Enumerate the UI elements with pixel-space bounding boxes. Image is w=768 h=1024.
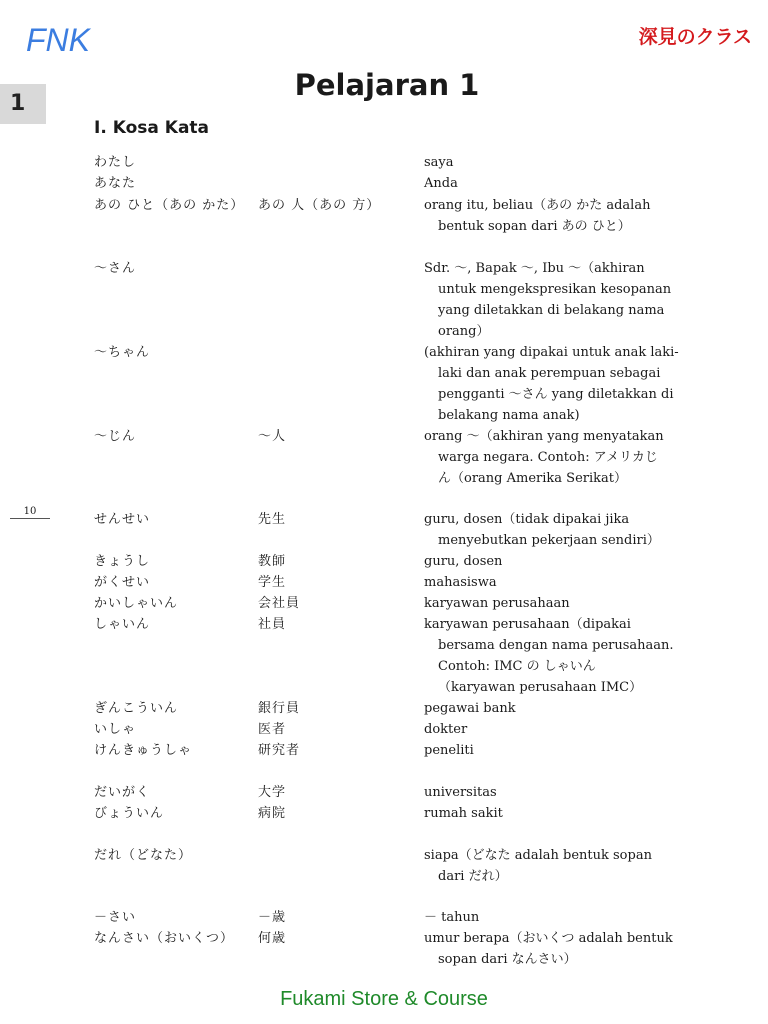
vocab-meaning-line: menyebutkan pekerjaan sendiri）: [438, 533, 660, 548]
vocab-meaning-line: (akhiran yang dipakai untuk anak laki-: [424, 345, 679, 360]
vocab-meaning-line: mahasiswa: [424, 575, 497, 590]
vocab-meaning-line: pegawai bank: [424, 701, 516, 716]
vocab-meaning-line: peneliti: [424, 743, 474, 758]
vocab-kana: ～じん: [94, 429, 137, 444]
vocab-meaning: [424, 509, 674, 551]
vocab-meaning-line: orang itu, beliau（あの かた adalah: [424, 198, 651, 213]
vocab-meaning-line: siapa（どなた adalah bentuk sopan: [424, 848, 652, 863]
chapter-tab: 1: [0, 84, 46, 124]
page-number: 10: [10, 506, 50, 519]
vocab-meaning: [424, 593, 674, 614]
vocab-kanji: 会社員: [258, 596, 301, 611]
vocab-kana: だいがく: [94, 785, 151, 800]
vocab-meaning: [424, 614, 674, 698]
vocab-kana: あなた: [94, 176, 137, 191]
vocab-meaning-line: guru, dosen: [424, 554, 503, 569]
vocab-kanji: 何歳: [258, 931, 287, 946]
vocab-meaning-line: Sdr. ～, Bapak ～, Ibu ～（akhiran: [424, 261, 645, 276]
vocab-meaning-line: Anda: [424, 176, 458, 191]
vocab-meaning-line: belakang nama anak): [438, 408, 580, 423]
vocab-meaning: [424, 551, 674, 572]
fukami-class-title: 深見のクラス: [638, 26, 752, 48]
vocab-kana: －さい: [94, 910, 137, 925]
vocab-meaning-line: － tahun: [424, 910, 480, 925]
vocab-meaning-line: sopan dari なんさい）: [438, 952, 577, 967]
vocab-meaning-line: orang）: [438, 324, 490, 339]
vocab-meaning-line: dokter: [424, 722, 468, 737]
vocab-meaning-line: orang ～（akhiran yang menyatakan: [424, 429, 664, 444]
vocab-meaning: [424, 572, 674, 593]
vocab-meaning-line: pengganti ～さん yang diletakkan di: [438, 387, 674, 402]
vocab-kanji: 大学: [258, 785, 287, 800]
vocab-kanji: 銀行員: [258, 701, 301, 716]
vocab-kana: がくせい: [94, 575, 151, 590]
vocab-kanji: あの 人（あの 方）: [258, 198, 381, 213]
vocab-kana: わたし: [94, 155, 137, 170]
vocab-meaning-line: ん（orang Amerika Serikat）: [438, 471, 627, 486]
vocab-meaning-line: bersama dengan nama perusahaan.: [438, 638, 674, 653]
vocab-meaning-line: saya: [424, 155, 454, 170]
vocab-meaning-line: guru, dosen（tidak dipakai jika: [424, 512, 630, 527]
vocab-kanji: 医者: [258, 722, 287, 737]
vocab-meaning-line: karyawan perusahaan: [424, 596, 570, 611]
vocab-kanji: ～人: [258, 429, 287, 444]
vocab-kana: びょういん: [94, 806, 165, 821]
vocab-kana: いしゃ: [94, 722, 137, 737]
vocab-meaning-line: umur berapa（おいくつ adalah bentuk: [424, 931, 673, 946]
vocab-meaning: [424, 152, 674, 173]
fnk-logo-text: FNK: [26, 22, 90, 58]
vocab-meaning-line: warga negara. Contoh: アメリカじ: [438, 450, 658, 465]
vocab-kana: だれ（どなた）: [94, 848, 193, 863]
vocab-kana: あの ひと（あの かた）: [94, 198, 245, 213]
vocab-kana: ぎんこういん: [94, 701, 179, 716]
vocab-meaning: [424, 258, 674, 342]
vocab-meaning-line: Contoh: IMC の しゃいん: [438, 659, 596, 674]
vocab-meaning: [424, 195, 674, 237]
vocab-kanji: 学生: [258, 575, 287, 590]
section-title: I. Kosa Kata: [94, 118, 210, 138]
vocab-kana: ～ちゃん: [94, 345, 151, 360]
page-title: Pelajaran 1: [294, 68, 480, 102]
vocab-meaning: [424, 907, 674, 928]
vocab-meaning-line: universitas: [424, 785, 497, 800]
vocab-kana: けんきゅうしゃ: [94, 743, 193, 758]
vocab-meaning: [424, 719, 674, 740]
vocab-kana: しゃいん: [94, 617, 151, 632]
vocab-kanji: 社員: [258, 617, 287, 632]
vocab-kanji: 病院: [258, 806, 287, 821]
vocab-kanji: 先生: [258, 512, 287, 527]
vocab-meaning: [424, 803, 674, 824]
vocab-meaning-line: rumah sakit: [424, 806, 503, 821]
vocab-kana: ～さん: [94, 261, 137, 276]
vocab-kana: せんせい: [94, 512, 151, 527]
vocab-meaning-line: laki dan anak perempuan sebagai: [438, 366, 661, 381]
vocab-kanji: 教師: [258, 554, 287, 569]
vocab-kana: なんさい（おいくつ）: [94, 931, 235, 946]
vocab-kana: かいしゃいん: [94, 596, 179, 611]
vocab-meaning: [424, 173, 674, 194]
vocab-meaning: [424, 845, 674, 887]
vocab-meaning-line: karyawan perusahaan（dipakai: [424, 617, 631, 632]
vocab-meaning: [424, 928, 674, 970]
vocab-meaning-line: bentuk sopan dari あの ひと）: [438, 219, 631, 234]
vocab-meaning: [424, 426, 674, 489]
vocab-meaning: [424, 342, 679, 426]
vocab-meaning: [424, 698, 674, 719]
vocab-meaning-line: dari だれ）: [438, 869, 508, 884]
vocab-kanji: －歳: [258, 910, 287, 925]
footer-text: Fukami Store & Course: [280, 988, 488, 1010]
vocab-meaning-line: （karyawan perusahaan IMC）: [438, 680, 643, 695]
vocab-meaning-line: yang diletakkan di belakang nama: [438, 303, 665, 318]
vocab-kana: きょうし: [94, 554, 151, 569]
vocab-meaning: [424, 740, 674, 761]
vocab-kanji: 研究者: [258, 743, 301, 758]
vocab-meaning-line: untuk mengekspresikan kesopanan: [438, 282, 672, 297]
vocab-meaning: [424, 782, 674, 803]
